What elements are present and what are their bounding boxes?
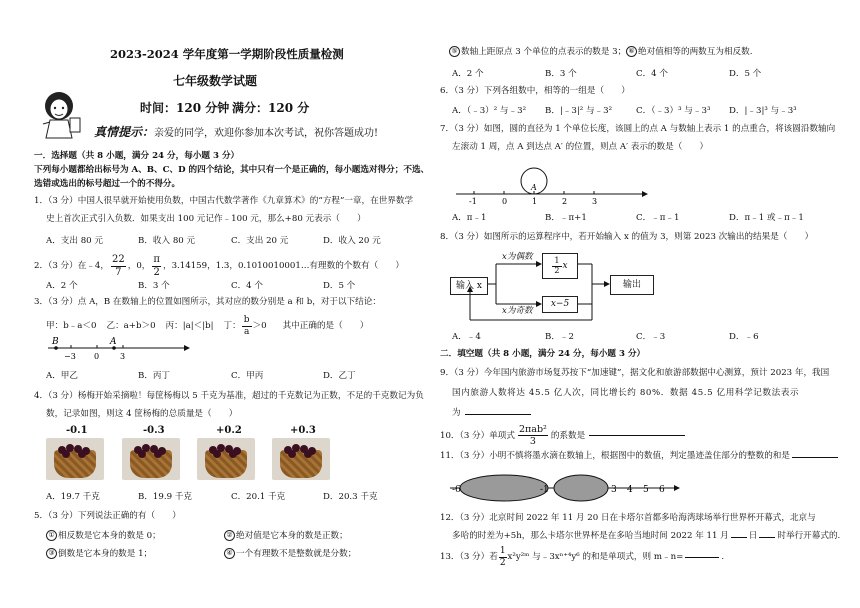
q6-option-b[interactable]: B．|﹣3|² 与﹣3² <box>545 106 613 116</box>
q3-cond-jia: 甲：b﹣a＜0 <box>46 321 97 332</box>
q13-fraction-half <box>499 546 507 569</box>
q11-number-line-figure <box>448 468 688 510</box>
q9-answer-blank[interactable] <box>465 414 531 415</box>
q4-option-b[interactable]: B．19.9 千克 <box>138 492 192 502</box>
q12-line1: 12．（3 分）北京时间 2022 年 11 月 20 日在卡塔尔首都多哈海湾球场举行世界杯开幕式，北京与 <box>440 513 816 523</box>
q11-tick-6: 6 <box>659 485 665 495</box>
section1-title: 一．选择题（共 8 小题，满分 24 分，每小题 3 分） <box>34 151 240 161</box>
exam-score: 满分：120 分 <box>232 101 310 115</box>
q8-half-box <box>542 253 578 279</box>
q10-answer-blank[interactable] <box>589 435 685 436</box>
q10-prefix: 10．（3 分）单项式 <box>440 430 515 441</box>
q10-suffix: 的系数是 <box>550 430 586 441</box>
q1-line2: 史上首次正式引入负数．如果支出 100 元记作﹣100 元，那么+80 元表示（ ） <box>46 214 366 224</box>
q12-day-blank[interactable] <box>731 537 747 538</box>
q7-point-a-label: A <box>531 183 537 192</box>
q5-num-5: ⑤ <box>449 46 460 57</box>
q2-rest: ，3.14159，1.3，0.1010010001…有理数的个数有（ ） <box>162 261 404 272</box>
q9-line3-text: 为 <box>452 408 461 418</box>
q5-s6: 绝对值相等的两数互为相反数. <box>638 47 753 57</box>
q11-tick-neg1: -1 <box>540 485 549 495</box>
q2-f2-den: 2 <box>153 267 160 278</box>
q2-prefix: 2．（3 分）在﹣4， <box>34 261 109 272</box>
q5-s1: 相反数是它本身的数是 0； <box>58 531 161 541</box>
tip-label: 真情提示： <box>94 125 155 139</box>
q3-label-b: B <box>52 337 59 347</box>
q5-statement-1 <box>46 530 161 541</box>
q2-f1-den: 7 <box>115 267 122 278</box>
q4-basket-image-4 <box>272 438 330 480</box>
q2-option-a[interactable]: A．2 个 <box>46 281 78 291</box>
q7-option-c[interactable]: C．﹣π﹣1 <box>636 213 680 223</box>
q5-line1: 5．（3 分）下列说法正确的有（ ） <box>34 511 181 521</box>
q11-text: 11．（3 分）小明不慎将墨水滴在数轴上，根据图中的数值，判定墨迹盖住部分的整数的和是 <box>440 451 790 461</box>
tip-line <box>94 125 378 140</box>
q7-line2: 左滚动 1 周，点 A 到达点 A′ 的位置，则点 A′ 表示的数是（ ） <box>452 142 709 152</box>
exam-title: 2023-2024 学年度第一学期阶段性质量检测 <box>110 47 344 61</box>
q2-mid: ，0， <box>127 261 151 272</box>
q13-num: 1 <box>499 546 506 556</box>
q5-option-b[interactable]: B．3 个 <box>545 69 577 79</box>
q13-prefix: 13．（3 分）若 <box>440 552 498 563</box>
q8-option-c[interactable]: C．﹣3 <box>636 332 666 342</box>
q5-s4: 一个有理数不是整数就是分数； <box>236 549 357 559</box>
q11-ink-blot-left <box>460 475 548 501</box>
section2-title: 二．填空题（共 8 小题，满分 24 分，每小题 3 分） <box>440 349 646 359</box>
q10-num: 2πab² <box>519 424 547 435</box>
q7-option-a[interactable]: A．π﹣1 <box>452 213 487 223</box>
q3-fraction-b-a <box>242 315 252 338</box>
q3-cond-yi: 乙：a+b＞0 <box>106 321 156 332</box>
q5-statement-2 <box>224 530 348 541</box>
q8-option-d[interactable]: D．﹣6 <box>729 332 759 342</box>
exam-time: 时间：120 分钟 <box>140 101 230 115</box>
q2-f2-num: π <box>153 254 160 265</box>
q11-tick-4: 4 <box>627 485 633 495</box>
q8-half-var: x <box>562 261 568 271</box>
q10-monomial <box>518 424 548 448</box>
q13-line <box>440 546 724 569</box>
q5-num-3: ③ <box>46 548 57 559</box>
q4-basket-image-3 <box>197 438 255 480</box>
teacher-cartoon-icon <box>34 90 90 140</box>
right-column <box>432 0 860 608</box>
q2-option-d[interactable]: D．5 个 <box>323 281 356 291</box>
q11-answer-blank[interactable] <box>792 457 838 458</box>
q4-line1: 4．（3 分）杨梅开始采摘啦！每筐杨梅以 5 千克为基准，超过的千克数记为正数，不足的千克数记为负 <box>34 391 424 401</box>
q12-day-unit: 日 <box>748 531 758 541</box>
tip-text: 亲爱的同学，欢迎你参加本次考试，祝你答题成功! <box>154 128 379 139</box>
q12-line2-text: 多哈的时差为+5h，那么卡塔尔世界杯是在多哈当地时间 2022 年 11 月 <box>452 531 729 541</box>
q6-line1: 6．（3 分）下列各组数中，相等的一组是（ ） <box>440 86 630 96</box>
q4-line2: 数，记录如图，则这 4 筐杨梅的总质量是（ ） <box>46 409 238 419</box>
q9-line1: 9．（3 分）今年国内旅游市场复苏按下“加速键”，据文化和旅游部数据中心测算，预计 2023 年，我国 <box>440 368 830 378</box>
exam-subtitle: 七年级数学试题 <box>173 74 258 88</box>
q1-line1: 1．（3 分）中国人很早就开始使用负数，中国古代数学著作《九章算术》的“方程”一章，在世界数学 <box>34 196 414 206</box>
q4-delta-1: -0.1 <box>66 425 88 436</box>
q5-s3: 倒数是它本身的数是 1； <box>58 549 153 559</box>
q3-line1: 3．（3 分）点 A，B 在数轴上的位置如图所示，其对应的数分别是 a 和 b，对于以下结论： <box>34 297 381 307</box>
q5-statement-3 <box>46 548 152 559</box>
q6-option-d[interactable]: D．|﹣3|³ 与﹣3³ <box>729 106 797 116</box>
q1-option-a[interactable]: A．支出 80 元 <box>46 236 103 246</box>
q2-fraction-22-7 <box>111 254 126 279</box>
q4-delta-2: -0.3 <box>143 425 165 436</box>
q12-line2-end: 时举行开幕式的. <box>777 531 841 541</box>
q3-tick-3: 3 <box>120 352 126 361</box>
q1-option-b[interactable]: B．收入 80 元 <box>138 236 196 246</box>
q1-option-d[interactable]: D．收入 20 元 <box>323 236 381 246</box>
q3-option-c[interactable]: C．甲丙 <box>231 371 264 381</box>
q8-option-a[interactable]: A．﹣4 <box>452 332 481 342</box>
q4-option-a[interactable]: A．19.7 千克 <box>46 492 100 502</box>
q12-line2 <box>452 531 840 541</box>
q6-option-a[interactable]: A．（﹣3）² 与﹣3² <box>452 106 527 116</box>
q10-den: 3 <box>529 436 536 448</box>
q13-mid: x²y²ᵐ 与﹣3xⁿ⁺⁴y⁶ 的和是单项式，则 m﹣n= <box>507 552 684 563</box>
q3-cond-ding: 丁： <box>223 321 241 332</box>
q5-statement-4 <box>224 548 356 559</box>
q2-fraction-pi-2 <box>152 254 161 279</box>
q11-line <box>440 451 838 461</box>
q7-tick-0: 0 <box>502 197 508 206</box>
q3-frac-den: a <box>243 326 250 337</box>
q7-tick-neg1: -1 <box>469 197 477 206</box>
q8-option-b[interactable]: B．﹣2 <box>545 332 574 342</box>
q8-odd-label: x为奇数 <box>502 306 533 316</box>
q12-hour-blank[interactable] <box>759 537 775 538</box>
q9-line2: 国内旅游人数将达 45.5 亿人次，同比增长约 80%．数据 45.5 亿用科学记数法表示 <box>452 388 800 398</box>
q3-which: 其中正确的是（ ） <box>282 321 369 332</box>
q8-output-box: 输出 <box>610 275 654 295</box>
q2-f1-num: 22 <box>112 254 125 265</box>
q5-num-6: ⑥ <box>626 46 637 57</box>
q7-option-b[interactable]: B．﹣π+1 <box>545 213 587 223</box>
q3-conds <box>46 315 369 338</box>
q11-tick-neg6: -6 <box>452 485 461 495</box>
q3-cond-bing: 丙：|a|＜|b| <box>165 321 214 332</box>
q4-basket-image-1 <box>46 438 104 480</box>
q10-line <box>440 424 685 448</box>
q4-option-d[interactable]: D．20.3 千克 <box>323 492 378 502</box>
q3-frac-num: b <box>243 315 250 325</box>
q5-option-a[interactable]: A．2 个 <box>452 69 484 79</box>
q7-number-line-figure <box>452 160 652 206</box>
q13-answer-blank[interactable] <box>685 557 719 558</box>
q5-option-d[interactable]: D．5 个 <box>729 69 762 79</box>
q5-num-1: ① <box>46 530 57 541</box>
q2-option-c[interactable]: C．4 个 <box>231 281 263 291</box>
q11-tick-5: 5 <box>643 485 649 495</box>
q4-delta-3: +0.2 <box>216 425 242 436</box>
q5-statement-5 <box>449 46 626 57</box>
q8-line1: 8．（3 分）如图所示的运算程序中，若开始输入 x 的值为 3，则第 2023 次输出的结果是（ ） <box>440 232 814 242</box>
q3-option-a[interactable]: A．甲乙 <box>46 371 78 381</box>
q8-half-den: 2 <box>554 265 560 275</box>
q13-suffix: . <box>721 552 725 563</box>
q2-option-b[interactable]: B．3 个 <box>138 281 170 291</box>
q6-option-c[interactable]: C．（﹣3）³ 与﹣3³ <box>636 106 711 116</box>
q3-number-line <box>44 336 194 362</box>
q3-tick-0: 0 <box>94 352 100 361</box>
q7-line1: 7．（3 分）如图，圆的直径为 1 个单位长度，该圆上的点 A 与数轴上表示 1 的点重合，将该圆沿数轴向 <box>440 124 836 134</box>
q4-basket-image-2 <box>122 438 180 480</box>
q13-den: 2 <box>499 557 506 568</box>
q7-tick-2: 2 <box>562 197 568 206</box>
q3-option-d[interactable]: D．乙丁 <box>323 371 356 381</box>
q8-minus5-box: x−5 <box>542 296 578 313</box>
q3-option-b[interactable]: B．丙丁 <box>138 371 171 381</box>
section1-instr1: 下列每小题都给出标号为 A、B、C、D 的四个结论，其中只有一个是正确的，每小题选对得分；不选、 <box>34 165 430 175</box>
q1-option-c[interactable]: C．支出 20 元 <box>231 236 289 246</box>
q5-num-2: ② <box>224 530 235 541</box>
q5-num-4: ④ <box>224 548 235 559</box>
q8-input-box: 输入 x <box>450 277 488 295</box>
q8-even-label: x为偶数 <box>502 252 533 262</box>
q7-tick-1: 1 <box>532 197 538 206</box>
q8-half-fraction <box>552 257 561 276</box>
q5-s5: 数轴上距原点 3 个单位的点表示的数是 3； <box>461 47 627 57</box>
q7-option-d[interactable]: D．π﹣1 或﹣π﹣1 <box>729 213 804 223</box>
q5-s2: 绝对值是它本身的数是正数； <box>236 531 348 541</box>
q3-tick-neg3: −3 <box>64 352 76 361</box>
section1-instr2: 选错或选出的标号超过一个的不得分。 <box>34 179 181 189</box>
q4-option-c[interactable]: C．20.1 千克 <box>231 492 286 502</box>
q11-tick-3: 3 <box>611 485 617 495</box>
q5-option-c[interactable]: C．4 个 <box>636 69 668 79</box>
q5-statement-6 <box>626 46 752 57</box>
q2-line <box>34 254 404 279</box>
q3-label-a: A <box>110 337 117 347</box>
q7-tick-3: 3 <box>592 197 598 206</box>
q11-ink-blot-right <box>554 475 608 501</box>
q3-cond-ding-rest: ＞0 <box>252 321 267 332</box>
q8-half-num: 1 <box>554 255 560 265</box>
q9-line3 <box>452 408 531 418</box>
q4-delta-4: +0.3 <box>290 425 316 436</box>
